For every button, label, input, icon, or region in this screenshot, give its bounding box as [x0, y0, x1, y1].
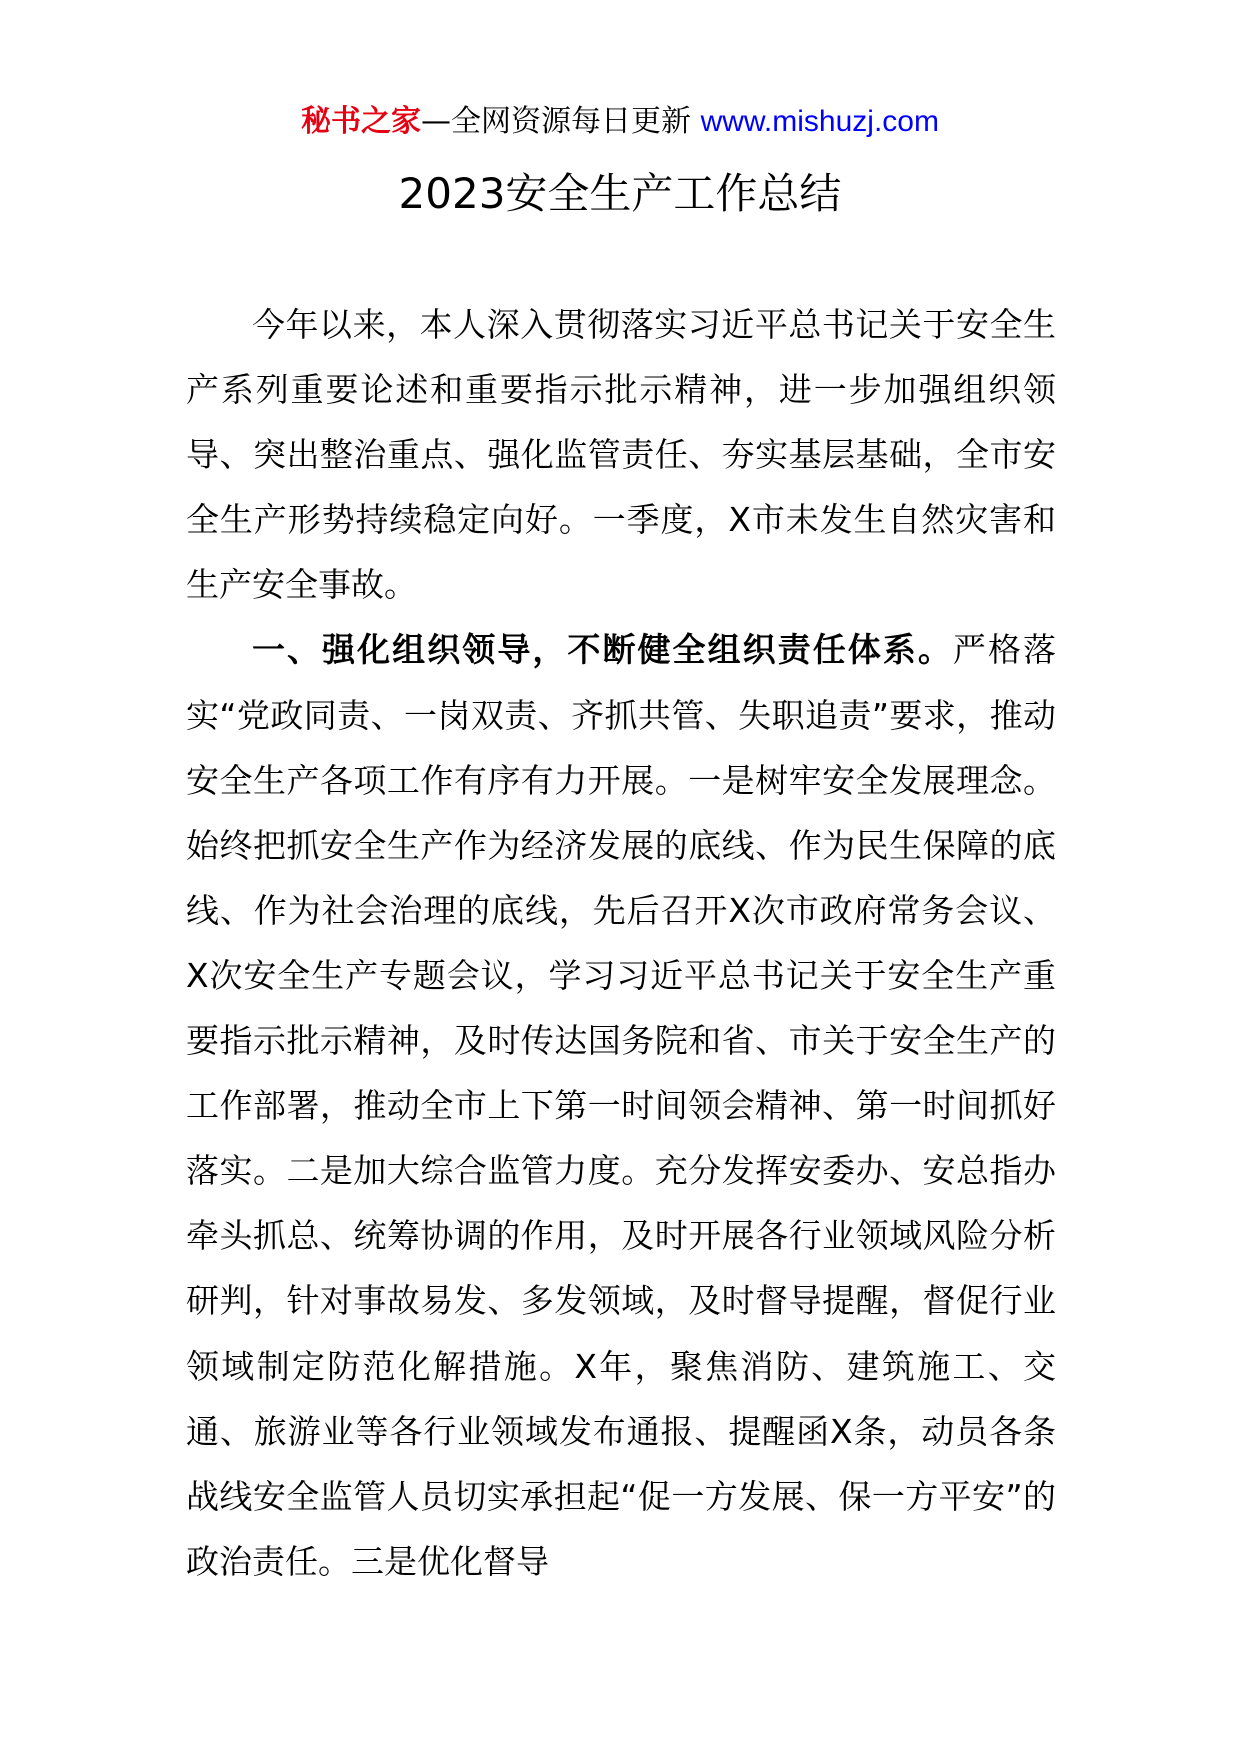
site-header [0, 100, 1240, 144]
document-body [186, 292, 1056, 1594]
site-brand: 秘书之家 [301, 104, 422, 139]
section-heading: 一、强化组织领导，不断健全组织责任体系。 [252, 630, 953, 670]
document-title: 2023安全生产工作总结 [398, 169, 842, 218]
site-tagline: —全网资源每日更新 [421, 104, 692, 139]
section-body: 严格落实“党政同责、一岗双责、齐抓共管、失职追责”要求，推动安全生产各项工作有序有力开展。一是树牢安全发展理念。始终把抓安全生产作为经济发展的底线、作为民生保障的底线、作为社会治理的底线，先后召开X次市政府常务会议、X次安全生产专题会议，学习习近平总书记关于安全生产重要指示批示精神，及时传达国务院和省、市关于安全生产的工作部署，推动全市上下第一时间领会精神、第一时间抓好落实。二是加大综合监管力度。充分发挥安委办、安总指办牵头抓总、统筹协调的作用，及时开展各行业领域风险分析研判，针对事故易发、多发领域，及时督导提醒，督促行业领域制定防范化解措施。X年，聚焦消防、建筑施工、交通、旅游业等各行业领域发布通报、提醒函X条，动员各条战线安全监管人员切实承担起“促一方发展、保一方平安”的政治责任。三是优化督导 [186, 630, 1057, 1581]
paragraph-section-1 [186, 617, 1056, 1593]
site-url[interactable]: www.mishuzj.com [700, 105, 939, 138]
paragraph-intro: 今年以来，本人深入贯彻落实习近平总书记关于安全生产系列重要论述和重要指示批示精神，进一步加强组织领导、突出整治重点、强化监管责任、夯实基层基础，全市安全生产形势持续稳定向好。一季度，X市未发生自然灾害和生产安全事故。 [186, 305, 1056, 605]
